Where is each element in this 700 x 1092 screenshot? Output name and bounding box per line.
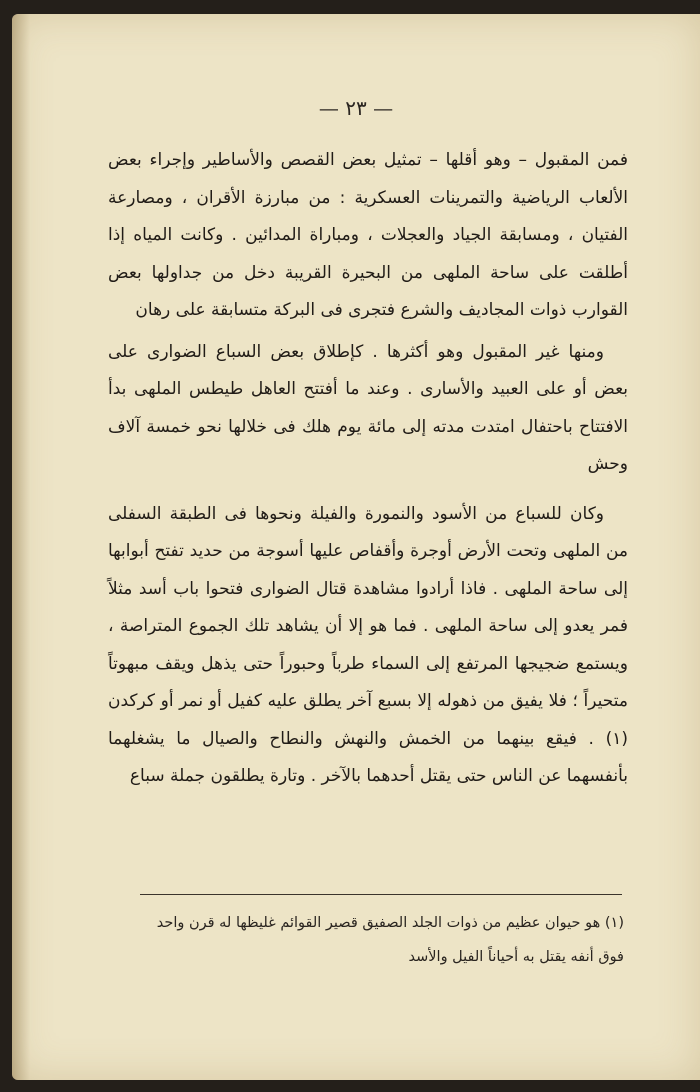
paragraph-1: فمن المقبول – وهو أقلها – تمثيل بعض القصص والأساطير وإجراء بعض الألعاب الرياضية والتمرينات العسكرية : من مبارزة الأقران ، ومصارعة الفتيان ، ومسابقة الجياد والعجلات ، ومباراة المدائين . وكانت المياه إذا أطلقت على ساحة الملهى من البحيرة القريبة دخل من جداولها بعض القوارب ذوات المجاديف والشرع فتجرى فى البركة متسابقة على رهان — [108, 150, 628, 320]
page-spine-shadow — [12, 14, 30, 1080]
footnote-line-2: فوق أنفه يقتل به أحياناً الفيل والأسد — [408, 949, 624, 965]
footnote-divider — [140, 894, 622, 895]
book-page — [12, 14, 700, 1080]
paragraph-3: وكان للسباع من الأسود والنمورة والفيلة ونحوها فى الطبقة السفلى من الملهى وتحت الأرض أوجرة وأقفاص عليها أسوجة من حديد تفتح أبوابها إلى ساحة الملهى . فاذا أرادوا مشاهدة قتال الضوارى فتحوا باب أسد مثلاً فمر يعدو إلى ساحة الملهى . فما هو إلا أن يشاهد تلك الجموع المتراصة ، ويستمع ضجيجها المرتفع إلى السماء طرباً وحبوراً حتى يذهل ويقف مبهوتاً متحيراً ؛ فلا يفيق من ذهوله إلا بسبع آخر يطلق عليه كفيل أو نمر أو كركدن (١) . فيقع بينهما من الخمش والنهش والنطاح والصيال ما يشغلهما بأنفسهما عن الناس حتى يقتل أحدهما بالآخر . وتارة يطلقون جملة سباع — [108, 503, 628, 786]
footnote — [124, 906, 624, 974]
main-text — [108, 142, 628, 796]
page-number: — ٢٣ — — [318, 96, 394, 120]
footnote-line-1: (١) هو حيوان عظيم من ذوات الجلد الصفيق قصير القوائم غليظها له قرن واحد — [156, 915, 624, 931]
paragraph-2: ومنها غير المقبول وهو أكثرها . كإطلاق بعض السباع الضوارى على بعض أو على العبيد والأسارى . وعند ما أفتتح العاهل طيطس الملهى بدأ الافتتاح باحتفال امتدت مدته إلى مائة يوم هلك فى خلالها نحو خمسة آلاف وحش — [108, 341, 628, 474]
